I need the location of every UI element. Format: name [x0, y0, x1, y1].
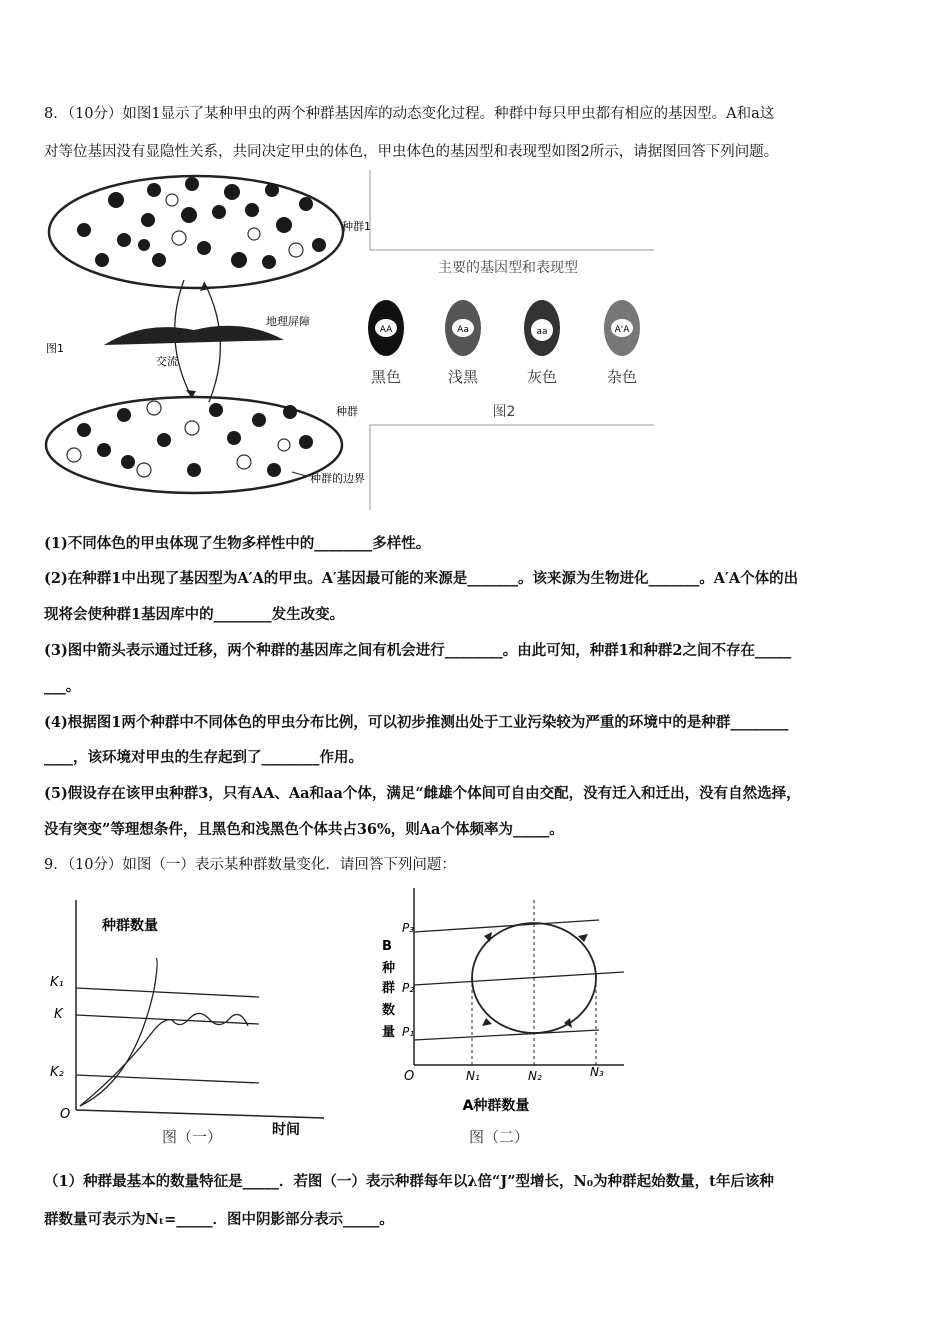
svg-text:种: 种: [382, 961, 396, 976]
population-2-ellipse: [46, 397, 342, 493]
q8-sub2-line1: (2)在种群1中出现了基因型为A′A的甲虫。A′基因最可能的来源是_______。该来源为生物进化_______。A′A个体的出: [44, 570, 799, 587]
p3-label: P₃: [402, 921, 415, 935]
chart1-ylabel: 种群数量: [102, 918, 158, 934]
q9-sub1-line2: 群数量可表示为Nₜ=_____．图中阴影部分表示_____。: [44, 1211, 394, 1228]
q9-sub1-line1: （1）种群最基本的数量特征是_____．若图（一）表示种群每年以λ倍“J”型增长，N₀为种群起始数量，t年后该种: [44, 1173, 774, 1190]
barrier-label: 地理屏障: [266, 315, 310, 328]
p2-label: P₂: [402, 981, 415, 995]
chart1-origin: O: [60, 1107, 71, 1122]
figure-1: [44, 170, 374, 510]
p3-line: [414, 920, 599, 932]
chart2-caption: 图（二）: [468, 1128, 530, 1146]
boundary-label: 种群的边界: [310, 472, 365, 485]
q8-stem-line2: 对等位基因没有显隐性关系，共同决定甲虫的体色，甲虫体色的基因型和表现型如图2所示，请据图回答下列问题。: [44, 144, 779, 160]
q9-stem: 9．（10分）如图（一）表示某种群数量变化．请回答下列问题：: [44, 857, 456, 873]
svg-text:量: 量: [382, 1025, 396, 1040]
beetle-mottled: [604, 300, 640, 356]
phenotype-black: 黑色: [370, 368, 402, 386]
q8-sub1: (1)不同体色的甲虫体现了生物多样性中的________多样性。: [44, 535, 431, 552]
figure-2-caption: 图2: [492, 404, 516, 420]
s-curve: [80, 1013, 248, 1106]
q8-sub3-line1: (3)图中箭头表示通过迁移，两个种群的基因库之间有机会进行________。由此可知，种群1和种群2之间不存在_____: [44, 642, 792, 659]
flow-label: 交流: [156, 355, 178, 368]
figure-2: [368, 170, 656, 510]
geographic-barrier-shape: [104, 326, 284, 345]
beetle-gray: [524, 300, 560, 356]
beetle-light-black: [445, 300, 481, 356]
svg-text:群: 群: [382, 981, 396, 996]
chart1-x-axis: [76, 1110, 324, 1118]
q8-sub3-line2: ___。: [44, 678, 81, 695]
q8-sub5-line2: 没有突变”等理想条件，且黑色和浅黑色个体共占36%，则Aa个体频率为_____。: [44, 821, 564, 838]
n3-label: N₃: [590, 1065, 604, 1079]
k1-line: [76, 988, 259, 997]
pop1-label: 种群1: [342, 220, 371, 233]
beetles-population-2: [77, 403, 313, 477]
q8-sub4-line1: (4)根据图1两个种群中不同体色的甲虫分布比例，可以初步推测出处于工业污染较为严重的环境中的是种群________: [44, 714, 789, 731]
beetles-population-1: [77, 177, 326, 269]
phenotype-light-black: 浅黑: [447, 368, 479, 386]
n2-label: N₂: [528, 1069, 542, 1083]
j-curve: [80, 958, 157, 1106]
chart1-caption: 图（一）: [162, 1128, 223, 1146]
q8-sub5-line1: (5)假设存在该甲虫种群3，只有AA、Aa和aa个体，满足“雌雄个体间可自由交配，没有迁入和迁出，没有自然选择，: [44, 785, 801, 802]
figure-1-label: 图1: [46, 342, 64, 355]
light-beetles-population-2: [67, 401, 290, 477]
chart2-xlabel: A种群数量: [462, 1098, 530, 1114]
k2-label: K₂: [50, 1065, 64, 1080]
q8-sub2-line2: 现将会使种群1基因库中的________发生改变。: [44, 606, 345, 623]
figure-2-title: 主要的基因型和表现型: [438, 260, 578, 276]
phenotype-mottled: 杂色: [606, 368, 638, 386]
population-1-ellipse: [49, 176, 343, 288]
chart2-ylabel: [381, 939, 396, 1040]
svg-text:数: 数: [382, 1003, 396, 1018]
genotype-aa-mixed: Aa: [457, 325, 469, 335]
p1-line: [414, 1030, 599, 1040]
p1-label: P₁: [402, 1025, 415, 1039]
svg-text:B: B: [382, 939, 392, 954]
n1-label: N₁: [466, 1069, 480, 1083]
pop2-label: 种群: [336, 405, 358, 418]
chart1-xlabel: 时间: [272, 1122, 300, 1138]
genotype-prime: A'A: [614, 325, 630, 335]
genotype-aa-upper: AA: [379, 325, 393, 335]
phenotype-gray: 灰色: [526, 368, 558, 386]
k2-line: [76, 1075, 259, 1083]
chart-predator-prey: [374, 880, 644, 1150]
k-label: K: [54, 1007, 63, 1022]
q8-stem-line1: 8．（10分）如图1显示了某种甲虫的两个种群基因库的动态变化过程。种群中每只甲虫都有相应的基因型。A和a这: [44, 106, 775, 122]
k1-label: K₁: [50, 975, 64, 990]
chart2-origin: O: [404, 1069, 415, 1084]
chart-population-time: [44, 890, 334, 1150]
p2-line: [414, 972, 624, 985]
beetle-black: [368, 300, 404, 356]
q8-sub4-line2: ____，该环境对甲虫的生存起到了________作用。: [44, 749, 363, 766]
genotype-aa-lower: aa: [536, 327, 548, 337]
